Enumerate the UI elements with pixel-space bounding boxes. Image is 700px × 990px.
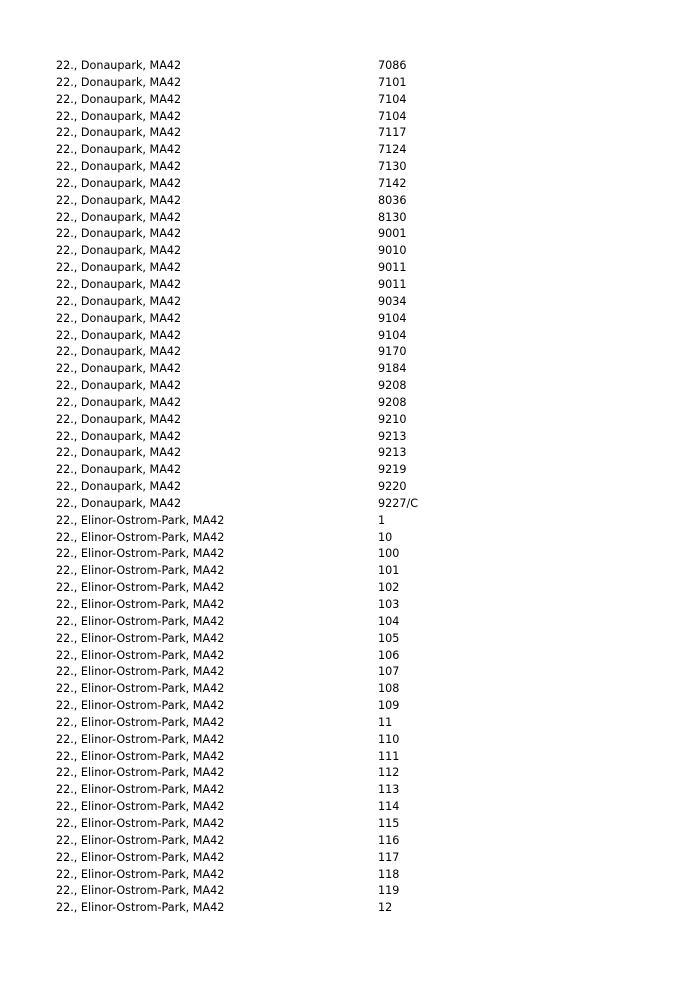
table-row xyxy=(56,109,644,126)
table-row xyxy=(56,614,644,631)
cell-location: 22., Elinor-Ostrom-Park, MA42 xyxy=(56,715,225,729)
table-row xyxy=(56,782,644,799)
cell-code: 111 xyxy=(378,749,400,763)
cell-location: 22., Donaupark, MA42 xyxy=(56,210,182,224)
cell-location: 22., Donaupark, MA42 xyxy=(56,227,182,241)
cell-code: 9220 xyxy=(378,480,407,494)
cell-code: 9213 xyxy=(378,429,407,443)
table-row xyxy=(56,867,644,884)
cell-location: 22., Donaupark, MA42 xyxy=(56,328,182,342)
table-row xyxy=(56,664,644,681)
cell-code: 9208 xyxy=(378,379,407,393)
table-row xyxy=(56,142,644,159)
cell-code: 9213 xyxy=(378,446,407,460)
cell-location: 22., Donaupark, MA42 xyxy=(56,261,182,275)
cell-code: 115 xyxy=(378,816,400,830)
table-row xyxy=(56,328,644,345)
cell-location: 22., Elinor-Ostrom-Park, MA42 xyxy=(56,800,225,814)
cell-code: 7104 xyxy=(378,92,407,106)
table-row xyxy=(56,883,644,900)
table-row xyxy=(56,648,644,665)
table-row xyxy=(56,210,644,227)
cell-location: 22., Elinor-Ostrom-Park, MA42 xyxy=(56,850,225,864)
table-row xyxy=(56,631,644,648)
cell-code: 9208 xyxy=(378,395,407,409)
cell-location: 22., Elinor-Ostrom-Park, MA42 xyxy=(56,749,225,763)
table-row xyxy=(56,92,644,109)
table-row xyxy=(56,732,644,749)
table-row xyxy=(56,900,644,917)
table-row xyxy=(56,58,644,75)
cell-location: 22., Donaupark, MA42 xyxy=(56,311,182,325)
cell-location: 22., Elinor-Ostrom-Park, MA42 xyxy=(56,682,225,696)
table-row xyxy=(56,277,644,294)
cell-location: 22., Donaupark, MA42 xyxy=(56,395,182,409)
cell-location: 22., Elinor-Ostrom-Park, MA42 xyxy=(56,547,225,561)
cell-code: 118 xyxy=(378,867,400,881)
table-row xyxy=(56,445,644,462)
cell-location: 22., Donaupark, MA42 xyxy=(56,294,182,308)
cell-code: 9104 xyxy=(378,328,407,342)
table-row xyxy=(56,765,644,782)
cell-code: 117 xyxy=(378,850,400,864)
cell-code: 105 xyxy=(378,631,400,645)
cell-location: 22., Elinor-Ostrom-Park, MA42 xyxy=(56,884,225,898)
table-row xyxy=(56,496,644,513)
table-row xyxy=(56,378,644,395)
cell-location: 22., Elinor-Ostrom-Park, MA42 xyxy=(56,766,225,780)
cell-location: 22., Donaupark, MA42 xyxy=(56,496,182,510)
cell-location: 22., Elinor-Ostrom-Park, MA42 xyxy=(56,631,225,645)
cell-location: 22., Donaupark, MA42 xyxy=(56,143,182,157)
table-row xyxy=(56,294,644,311)
table-row xyxy=(56,159,644,176)
cell-location: 22., Donaupark, MA42 xyxy=(56,446,182,460)
cell-location: 22., Elinor-Ostrom-Park, MA42 xyxy=(56,665,225,679)
cell-code: 9210 xyxy=(378,412,407,426)
table-row xyxy=(56,513,644,530)
cell-code: 114 xyxy=(378,800,400,814)
table-row xyxy=(56,412,644,429)
cell-location: 22., Donaupark, MA42 xyxy=(56,244,182,258)
cell-code: 12 xyxy=(378,901,393,915)
table-row xyxy=(56,243,644,260)
table-row xyxy=(56,429,644,446)
cell-location: 22., Donaupark, MA42 xyxy=(56,480,182,494)
cell-code: 9219 xyxy=(378,463,407,477)
cell-code: 103 xyxy=(378,598,400,611)
cell-location: 22., Elinor-Ostrom-Park, MA42 xyxy=(56,564,225,578)
cell-location: 22., Donaupark, MA42 xyxy=(56,59,182,72)
cell-code: 8036 xyxy=(378,193,407,207)
cell-code: 102 xyxy=(378,581,400,595)
cell-location: 22., Donaupark, MA42 xyxy=(56,463,182,477)
table-row xyxy=(56,833,644,850)
cell-location: 22., Elinor-Ostrom-Park, MA42 xyxy=(56,530,225,544)
table-row xyxy=(56,462,644,479)
cell-location: 22., Elinor-Ostrom-Park, MA42 xyxy=(56,581,225,595)
table-row xyxy=(56,715,644,732)
cell-code: 1 xyxy=(378,513,386,527)
table-row xyxy=(56,681,644,698)
cell-location: 22., Elinor-Ostrom-Park, MA42 xyxy=(56,732,225,746)
cell-code: 9010 xyxy=(378,244,407,258)
cell-code: 106 xyxy=(378,648,400,662)
table-row xyxy=(56,698,644,715)
cell-location: 22., Elinor-Ostrom-Park, MA42 xyxy=(56,699,225,713)
cell-code: 11 xyxy=(378,715,393,729)
cell-code: 107 xyxy=(378,665,400,679)
cell-code: 9104 xyxy=(378,311,407,325)
cell-code: 9001 xyxy=(378,227,407,241)
table-row xyxy=(56,580,644,597)
table-row xyxy=(56,125,644,142)
cell-location: 22., Elinor-Ostrom-Park, MA42 xyxy=(56,833,225,847)
cell-code: 7130 xyxy=(378,160,407,174)
table-row xyxy=(56,176,644,193)
table-row xyxy=(56,260,644,277)
cell-code: 104 xyxy=(378,614,400,628)
cell-code: 9170 xyxy=(378,345,407,359)
table-row xyxy=(56,311,644,328)
cell-code: 109 xyxy=(378,699,400,713)
cell-code: 9011 xyxy=(378,261,407,275)
cell-code: 7101 xyxy=(378,75,407,89)
cell-location: 22., Elinor-Ostrom-Park, MA42 xyxy=(56,648,225,662)
data-table xyxy=(56,58,644,917)
cell-location: 22., Elinor-Ostrom-Park, MA42 xyxy=(56,867,225,881)
table-row xyxy=(56,563,644,580)
table-row xyxy=(56,193,644,210)
cell-location: 22., Elinor-Ostrom-Park, MA42 xyxy=(56,513,225,527)
cell-code: 112 xyxy=(378,766,400,780)
table-row xyxy=(56,597,644,614)
cell-location: 22., Donaupark, MA42 xyxy=(56,379,182,393)
cell-location: 22., Elinor-Ostrom-Park, MA42 xyxy=(56,783,225,797)
cell-location: 22., Donaupark, MA42 xyxy=(56,412,182,426)
cell-location: 22., Donaupark, MA42 xyxy=(56,345,182,359)
cell-location: 22., Donaupark, MA42 xyxy=(56,75,182,89)
cell-location: 22., Elinor-Ostrom-Park, MA42 xyxy=(56,598,225,611)
cell-code: 108 xyxy=(378,682,400,696)
table-row xyxy=(56,850,644,867)
cell-code: 7124 xyxy=(378,143,407,157)
cell-code: 10 xyxy=(378,530,393,544)
cell-location: 22., Donaupark, MA42 xyxy=(56,92,182,106)
cell-code: 9011 xyxy=(378,277,407,291)
cell-location: 22., Elinor-Ostrom-Park, MA42 xyxy=(56,901,225,915)
cell-location: 22., Donaupark, MA42 xyxy=(56,362,182,376)
cell-code: 100 xyxy=(378,547,400,561)
cell-code: 119 xyxy=(378,884,400,898)
table-row xyxy=(56,361,644,378)
table-row xyxy=(56,749,644,766)
cell-code: 9034 xyxy=(378,294,407,308)
cell-code: 9184 xyxy=(378,362,407,376)
cell-location: 22., Donaupark, MA42 xyxy=(56,193,182,207)
cell-location: 22., Elinor-Ostrom-Park, MA42 xyxy=(56,816,225,830)
table-row xyxy=(56,226,644,243)
table-row xyxy=(56,479,644,496)
cell-location: 22., Donaupark, MA42 xyxy=(56,109,182,123)
cell-code: 7117 xyxy=(378,126,407,140)
cell-location: 22., Elinor-Ostrom-Park, MA42 xyxy=(56,614,225,628)
cell-code: 7142 xyxy=(378,176,407,190)
cell-code: 7104 xyxy=(378,109,407,123)
table-row xyxy=(56,799,644,816)
cell-location: 22., Donaupark, MA42 xyxy=(56,126,182,140)
table-row xyxy=(56,75,644,92)
cell-code: 101 xyxy=(378,564,400,578)
cell-location: 22., Donaupark, MA42 xyxy=(56,277,182,291)
cell-location: 22., Donaupark, MA42 xyxy=(56,176,182,190)
cell-code: 116 xyxy=(378,833,400,847)
table-row xyxy=(56,395,644,412)
cell-code: 110 xyxy=(378,732,400,746)
cell-location: 22., Donaupark, MA42 xyxy=(56,160,182,174)
cell-location: 22., Donaupark, MA42 xyxy=(56,429,182,443)
cell-code: 7086 xyxy=(378,59,407,72)
cell-code: 8130 xyxy=(378,210,407,224)
table-row xyxy=(56,816,644,833)
cell-code: 9227/C xyxy=(378,496,419,510)
table-row xyxy=(56,530,644,547)
cell-code: 113 xyxy=(378,783,400,797)
table-row xyxy=(56,546,644,563)
table-row xyxy=(56,344,644,361)
